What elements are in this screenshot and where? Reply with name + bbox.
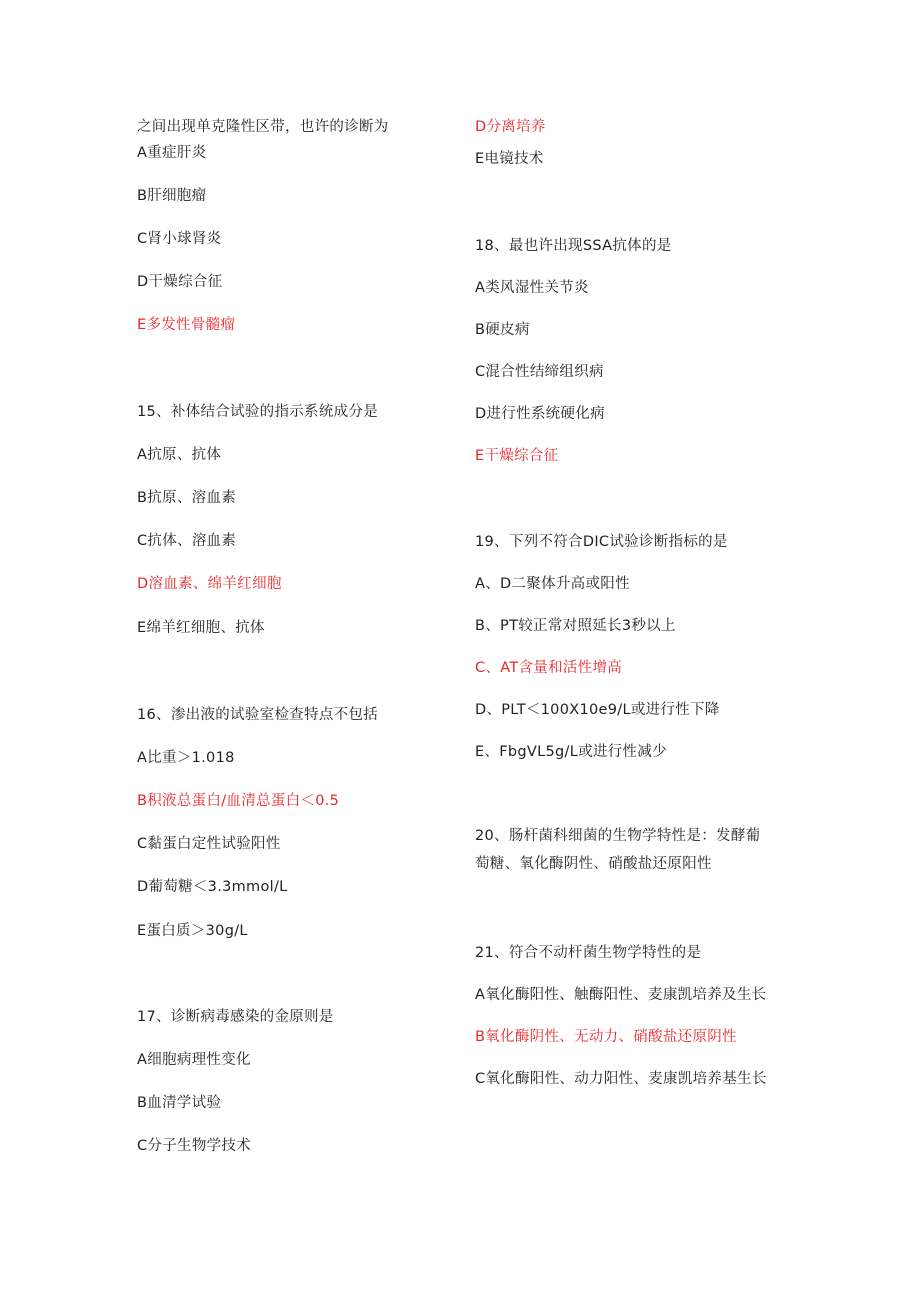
- q20-statement: 20、肠杆菌科细菌的生物学特性是：发酵葡萄糖、氧化酶阴性、硝酸盐还原阳性: [475, 828, 761, 872]
- q17-option-e: E电镜技术: [475, 151, 544, 167]
- q18-option-c: C混合性结缔组织病: [475, 364, 604, 380]
- q18-option-a: A类风湿性关节炎: [475, 280, 589, 296]
- q15-option-c: C抗体、溶血素: [137, 533, 237, 549]
- q14-question-tail: 之间出现单克隆性区带，也许的诊断为: [137, 119, 389, 135]
- q17-option-c: C分子生物学技术: [137, 1138, 252, 1154]
- q14-option-e-answer: E多发性骨髓瘤: [137, 317, 236, 333]
- q19-option-b: B、PT较正常对照延长3秒以上: [475, 618, 676, 634]
- q21-option-a: A氧化酶阳性、触酶阳性、麦康凯培养及生长: [475, 987, 767, 1003]
- q18-option-e-answer: E干燥综合征: [475, 448, 559, 464]
- q19-option-c-answer: C、AT含量和活性增高: [475, 660, 623, 676]
- q14-option-b: B肝细胞瘤: [137, 188, 207, 204]
- q19-option-a: A、D二聚体升高或阳性: [475, 576, 630, 592]
- q14-option-c: C肾小球肾炎: [137, 231, 222, 247]
- q21-option-b-answer: B氧化酶阴性、无动力、硝酸盐还原阴性: [475, 1029, 737, 1045]
- q14-option-a: A重症肝炎: [137, 145, 207, 161]
- q16-option-b-answer: B积液总蛋白/血清总蛋白＜0.5: [137, 793, 340, 809]
- q16-option-a: A比重＞1.018: [137, 750, 235, 766]
- q19-option-d: D、PLT＜100X10e9∕L或进行性下降: [475, 702, 720, 718]
- q16-option-e: E蛋白质＞30g∕L: [137, 923, 248, 939]
- q17-question: 17、诊断病毒感染的金原则是: [137, 1009, 334, 1025]
- q21-question: 21、符合不动杆菌生物学特性的是: [475, 945, 702, 961]
- q17-option-d-answer: D分离培养: [475, 119, 546, 135]
- q15-option-a: A抗原、抗体: [137, 447, 222, 463]
- q18-option-d: D进行性系统硬化病: [475, 406, 605, 422]
- q15-option-b: B抗原、溶血素: [137, 490, 237, 506]
- q14-option-d: D干燥综合征: [137, 274, 223, 290]
- q19-question: 19、下列不符合DIC试验诊断指标的是: [475, 534, 728, 550]
- q17-option-a: A细胞病理性变化: [137, 1052, 251, 1068]
- q21-option-c: C氧化酶阳性、动力阳性、麦康凯培养基生长: [475, 1071, 767, 1087]
- q18-question: 18、最也许出现SSA抗体的是: [475, 238, 672, 254]
- q16-option-d: D葡萄糖＜3.3mmol∕L: [137, 879, 288, 895]
- q16-question: 16、渗出液的试验室检查特点不包括: [137, 707, 379, 723]
- q15-option-e: E绵羊红细胞、抗体: [137, 620, 265, 636]
- q17-option-b: B血清学试验: [137, 1095, 222, 1111]
- q16-option-c: C黏蛋白定性试验阳性: [137, 836, 281, 852]
- q18-option-b: B硬皮病: [475, 322, 530, 338]
- q15-option-d-answer: D溶血素、绵羊红细胞: [137, 576, 282, 592]
- q15-question: 15、补体结合试验的指示系统成分是: [137, 404, 379, 420]
- q19-option-e: E、FbgVL5g∕L或进行性减少: [475, 744, 667, 760]
